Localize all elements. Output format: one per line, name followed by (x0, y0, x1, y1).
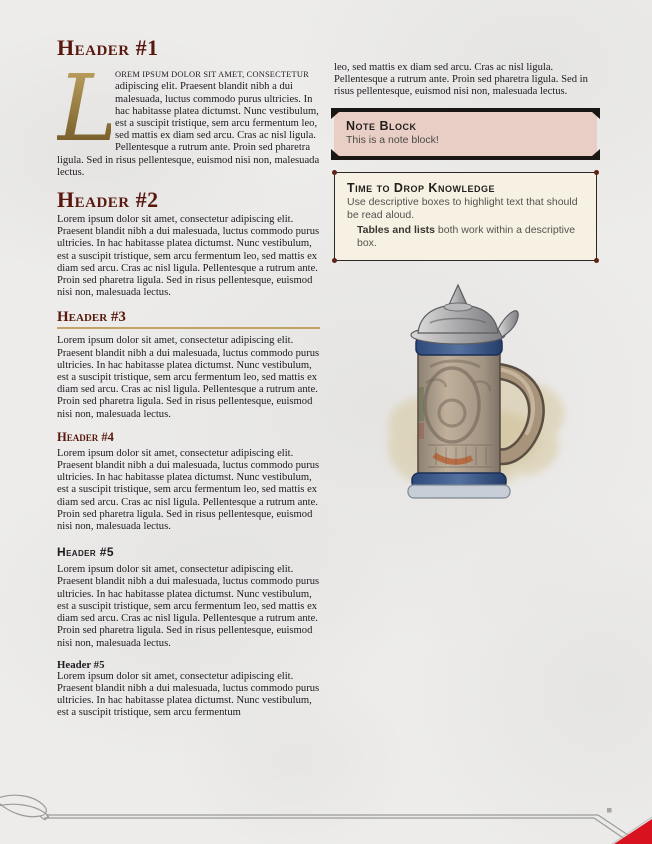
note-content (334, 112, 597, 156)
dropcap-letter: L (57, 55, 119, 163)
heading-4: Header #4 (57, 429, 114, 444)
illustration-container (334, 283, 597, 510)
paragraph: Lorem ipsum dolor sit amet, consectetur adipiscing elit. Praesent blandit nibh a dui malesuada, luctus commodo purus ultricies. In hac habitasse platea dictumst. Nunc vestibulum, est a suscipit tristique, sem arcu fermentum leo, sed mattis ex diam sed arcu. Cras ac nisl ligula. Pellentesque a rutrum ante. Proin sed pharetra ligula. Sed in risus pellentesque, euismod nisi non, malesuada lectus. (57, 335, 320, 420)
note-title: Note Block (346, 118, 417, 133)
descriptive-box-line1: Use descriptive boxes to highlight text that should be read aloud. (347, 195, 578, 221)
right-column (334, 62, 597, 510)
note-body: This is a note block! (346, 133, 439, 146)
paragraph-text: adipiscing elit. Praesent blandit nibh a dui malesuada, luctus commodo purus ultricies. In hac habitasse platea dictumst. Nunc vestibulum, est a suscipit tristique, sem arcu fermentum leo, sed mattis ex diam sed arcu. Cras ac nisl ligula. Pellentesque a rutrum ante. Proin sed pharetra ligula. Sed in risus pellentesque, euismod nisi non, malesuada lectus. (57, 81, 320, 178)
corner-dot (332, 258, 337, 263)
paragraph-continuation: leo, sed mattis ex diam sed arcu. Cras ac nisl ligula. Pellentesque a rutrum ante. Proin sed pharetra ligula. Sed in risus pellentesque, euismod nisi non, malesuada lectus. (334, 62, 588, 98)
descriptive-box (334, 172, 597, 261)
gold-divider (57, 327, 320, 329)
descriptive-box-line2: Tables and lists both work within a descriptive box. (357, 223, 576, 249)
beer-stein-image (350, 283, 582, 505)
heading-2: Header #2 (57, 186, 159, 212)
note-top-border (331, 108, 600, 112)
paragraph-truncated: Lorem ipsum dolor sit amet, consectetur adipiscing elit. Praesent blandit nibh a dui malesuada, luctus commodo purus ultricies. In hac habitasse platea dictumst. Nunc vestibulum, est a suscipit tristique, sem arcu fermentum (57, 670, 320, 719)
page-corner-triangle-icon (614, 819, 652, 844)
corner-dot (594, 170, 599, 175)
leaf-flourish-icon (0, 795, 48, 819)
heading-5: Header #5 (57, 545, 114, 560)
footer-ornament (0, 784, 652, 844)
paragraph: Lorem ipsum dolor sit amet, consectetur adipiscing elit. Praesent blandit nibh a dui malesuada, luctus commodo purus ultricies. In hac habitasse platea dictumst. Nunc vestibulum, est a suscipit tristique, sem arcu fermentum leo, sed mattis ex diam sed arcu. Cras ac nisl ligula. Pellentesque a rutrum ante. Proin sed pharetra ligula. Sed in risus pellentesque, euismod nisi non, malesuada lectus. (57, 214, 320, 299)
paragraph-lead-smallcaps: OREM IPSUM DOLOR SIT AMET, CONSECTETUR (115, 70, 309, 80)
descriptive-box-bold: Tables and lists (357, 223, 435, 236)
heading-3: Header #3 (57, 309, 126, 326)
note-bottom-border (331, 156, 600, 160)
corner-dot (594, 258, 599, 263)
heading-5-bold: Header #5 (57, 658, 105, 671)
heading-1: Header #1 (57, 35, 159, 60)
paragraph: Lorem ipsum dolor sit amet, consectetur adipiscing elit. Praesent blandit nibh a dui malesuada, luctus commodo purus ultricies. In hac habitasse platea dictumst. Nunc vestibulum, est a suscipit tristique, sem arcu fermentum leo, sed mattis ex diam sed arcu. Cras ac nisl ligula. Pellentesque a rutrum ante. Proin sed pharetra ligula. Sed in risus pellentesque, euismod nisi non, malesuada lectus. (57, 447, 320, 533)
left-column (57, 36, 320, 729)
paragraph: Lorem ipsum dolor sit amet, consectetur adipiscing elit. Praesent blandit nibh a dui malesuada, luctus commodo purus ultricies. In hac habitasse platea dictumst. Nunc vestibulum, est a suscipit tristique, sem arcu fermentum leo, sed mattis ex diam sed arcu. Cras ac nisl ligula. Pellentesque a rutrum ante. Proin sed pharetra ligula. Sed in risus pellentesque, euismod nisi non, malesuada lectus. (57, 564, 320, 649)
corner-dot (332, 170, 337, 175)
note-block (334, 108, 597, 160)
square-dot (607, 808, 612, 813)
descriptive-box-title: Time to Drop Knowledge (347, 180, 495, 195)
dropcap-paragraph (57, 55, 320, 179)
